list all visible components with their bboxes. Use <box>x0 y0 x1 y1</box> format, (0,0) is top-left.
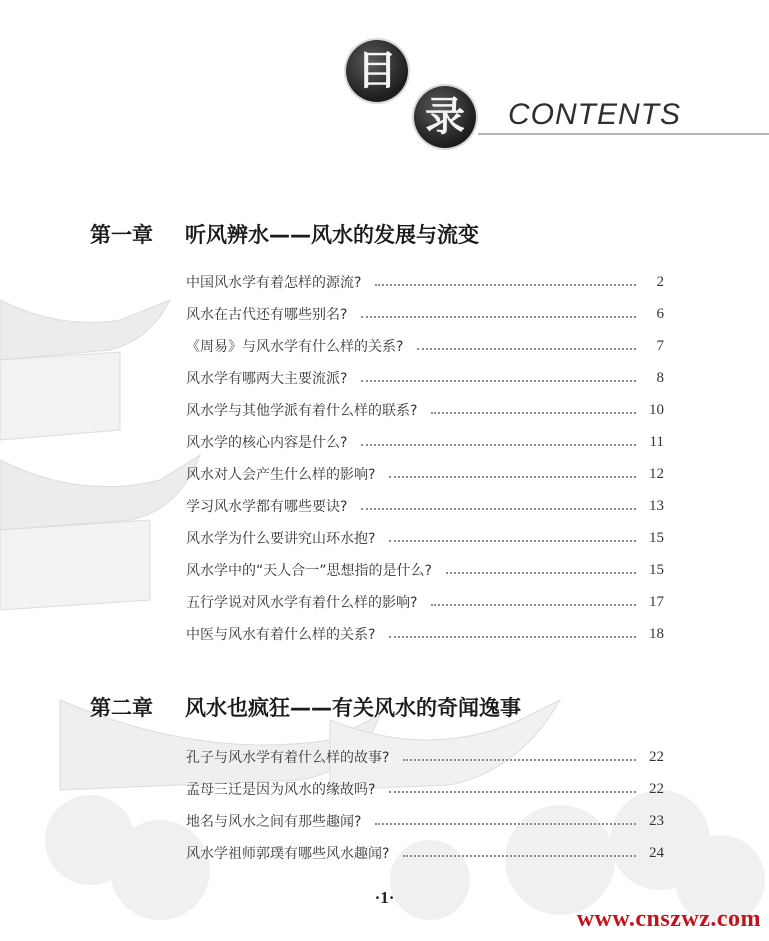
leader-dots <box>389 539 636 542</box>
toc-entry[interactable] <box>186 618 664 650</box>
leader-dots <box>389 635 636 638</box>
toc-entry[interactable] <box>186 741 664 773</box>
toc-entry-title: 风水学中的“天人合一”思想指的是什么? <box>186 563 432 579</box>
toc-entry-title: 五行学说对风水学有着什么样的影响? <box>186 595 418 611</box>
chapter-number: 第一章 <box>90 223 153 247</box>
leader-dots <box>361 443 636 446</box>
leader-dots <box>446 571 636 574</box>
leader-dots <box>389 475 636 478</box>
leader-dots <box>361 507 636 510</box>
toc-entry[interactable] <box>186 298 664 330</box>
toc-entry-title: 中国风水学有着怎样的源流? <box>186 275 362 291</box>
toc-entry-page: 18 <box>649 625 664 642</box>
toc-list-chapter-2 <box>186 741 664 869</box>
toc-entry-page: 2 <box>656 273 664 290</box>
chapter-title: 风水也疯狂——有关风水的奇闻逸事 <box>185 696 521 720</box>
leader-dots <box>431 603 636 606</box>
toc-entry[interactable] <box>186 773 664 805</box>
toc-entry-title: 风水学与其他学派有着什么样的联系? <box>186 403 418 419</box>
leader-dots <box>375 283 636 286</box>
leader-dots <box>417 347 636 350</box>
leader-dots <box>389 790 636 793</box>
leader-dots <box>431 411 636 414</box>
toc-entry-page: 22 <box>649 748 664 765</box>
toc-entry[interactable] <box>186 266 664 298</box>
contents-heading: CONTENTS <box>508 98 681 131</box>
toc-entry-title: 风水学的核心内容是什么? <box>186 435 348 451</box>
title-disc-lu <box>414 86 476 148</box>
toc-entry-page: 15 <box>649 529 664 546</box>
toc-entry[interactable] <box>186 458 664 490</box>
toc-entry-title: 孔子与风水学有着什么样的故事? <box>186 750 390 766</box>
toc-entry-page: 6 <box>656 305 664 322</box>
toc-entry-title: 地名与风水之间有那些趣闻? <box>186 814 362 830</box>
chapter-heading <box>90 219 479 249</box>
toc-entry-title: 风水对人会产生什么样的影响? <box>186 467 376 483</box>
site-watermark: www.cnszwz.com <box>576 906 761 932</box>
toc-list-chapter-1 <box>186 266 664 650</box>
leader-dots <box>375 822 636 825</box>
title-char-1: 目 <box>357 48 397 94</box>
toc-entry[interactable] <box>186 394 664 426</box>
toc-entry-title: 中医与风水有着什么样的关系? <box>186 627 376 643</box>
chapter-title: 听风辨水——风水的发展与流变 <box>185 223 479 247</box>
toc-entry-title: 风水学祖师郭璞有哪些风水趣闻? <box>186 846 390 862</box>
toc-entry-page: 22 <box>649 780 664 797</box>
toc-entry-page: 10 <box>649 401 664 418</box>
toc-entry-page: 15 <box>649 561 664 578</box>
toc-entry-page: 12 <box>649 465 664 482</box>
toc-entry-title: 《周易》与风水学有什么样的关系? <box>186 339 404 355</box>
leader-dots <box>403 758 636 761</box>
toc-entry[interactable] <box>186 426 664 458</box>
toc-entry[interactable] <box>186 490 664 522</box>
leader-dots <box>361 379 636 382</box>
toc-entry[interactable] <box>186 554 664 586</box>
toc-entry-title: 风水在古代还有哪些别名? <box>186 307 348 323</box>
chapter-number: 第二章 <box>90 696 153 720</box>
toc-entry-title: 孟母三迁是因为风水的缘故吗? <box>186 782 376 798</box>
title-char-2: 录 <box>425 94 465 140</box>
toc-entry-page: 23 <box>649 812 664 829</box>
toc-entry-title: 风水学为什么要讲究山环水抱? <box>186 531 376 547</box>
toc-entry-page: 17 <box>649 593 664 610</box>
toc-entry-page: 8 <box>656 369 664 386</box>
toc-entry-title: 风水学有哪两大主要流派? <box>186 371 348 387</box>
toc-entry[interactable] <box>186 330 664 362</box>
toc-entry[interactable] <box>186 586 664 618</box>
toc-entry[interactable] <box>186 362 664 394</box>
header-rule <box>478 133 769 135</box>
toc-entry[interactable] <box>186 837 664 869</box>
toc-entry-page: 13 <box>649 497 664 514</box>
toc-entry-page: 11 <box>649 433 664 450</box>
chapter-heading <box>90 692 521 722</box>
toc-entry-page: 7 <box>656 337 664 354</box>
leader-dots <box>403 854 636 857</box>
title-disc-mu <box>346 40 408 102</box>
toc-entry-page: 24 <box>649 844 664 861</box>
toc-entry[interactable] <box>186 805 664 837</box>
page-number: ·1· <box>374 888 395 907</box>
toc-entry-title: 学习风水学都有哪些要诀? <box>186 499 348 515</box>
leader-dots <box>361 315 636 318</box>
toc-entry[interactable] <box>186 522 664 554</box>
